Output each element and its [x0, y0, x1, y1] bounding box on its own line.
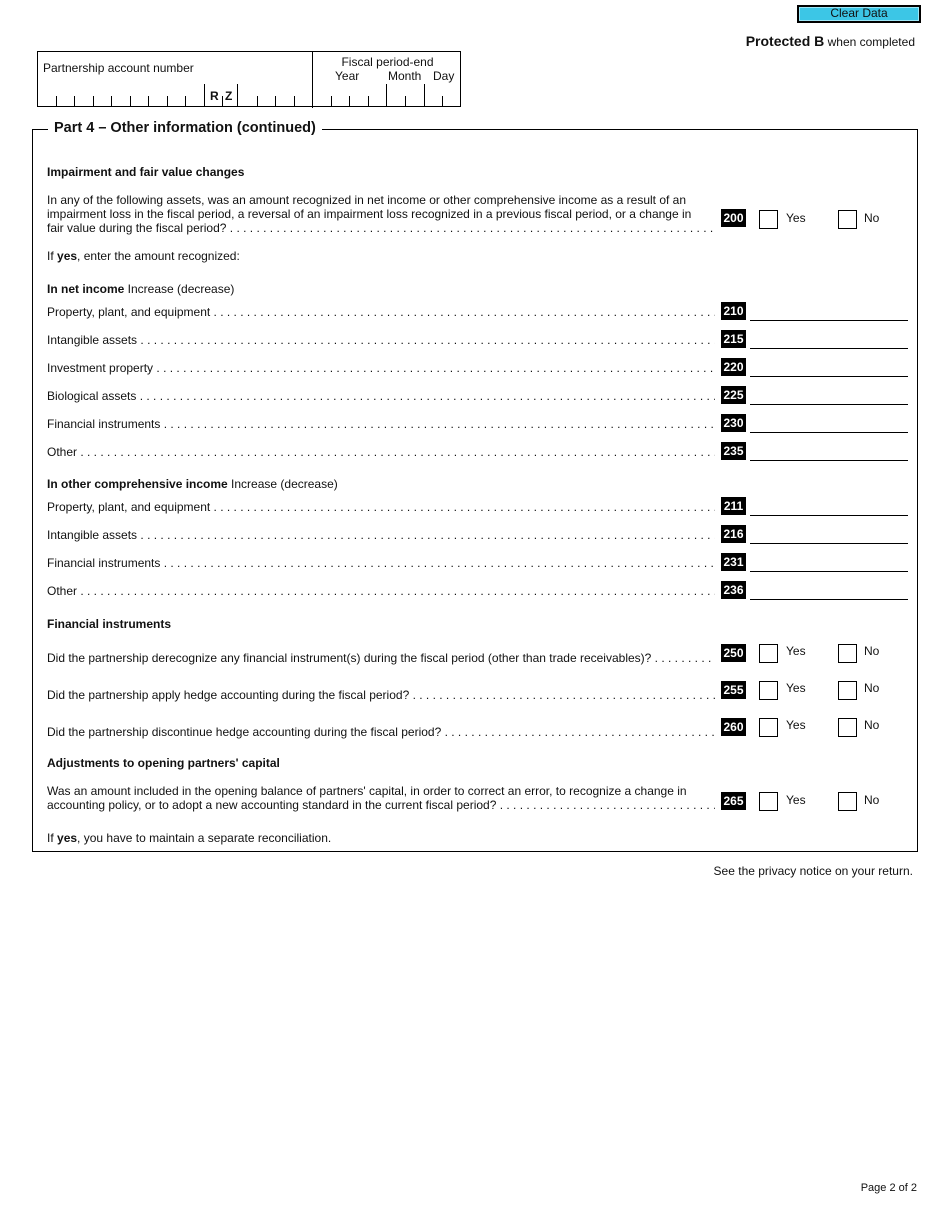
q265-line-2-text: accounting policy, or to adopt a new accounting standard in the current fiscal period?	[47, 798, 497, 812]
net-income-heading	[47, 282, 234, 296]
question-text: Did the partnership derecognize any financial instrument(s) during the fiscal period (other than trade receivables)?	[47, 651, 652, 665]
q265-no-checkbox[interactable]	[838, 792, 857, 811]
account-digit-tick[interactable]	[148, 96, 149, 106]
q265-line-1: Was an amount included in the opening balance of partners' capital, in order to correct an error, to recognize a change in	[47, 784, 687, 798]
amount-input-230[interactable]	[750, 432, 908, 433]
part-4-title: Part 4 – Other information (continued)	[48, 120, 322, 136]
amount-row-label	[47, 445, 715, 459]
question-label	[47, 651, 715, 665]
account-digit-tick[interactable]	[93, 96, 94, 106]
reconciliation-prefix: If	[47, 831, 58, 845]
fiscal-period-end-label: Fiscal period-end	[341, 55, 434, 69]
q255-yes-label: Yes	[786, 681, 806, 695]
fiscal-digit-tick[interactable]	[424, 84, 425, 106]
fiscal-digit-tick[interactable]	[442, 96, 443, 106]
line-code-255: 255	[721, 681, 746, 699]
reconciliation-bold: yes	[57, 831, 78, 845]
account-digit-tick[interactable]	[111, 96, 112, 106]
fiscal-day-label: Day	[433, 69, 455, 83]
amount-input-215[interactable]	[750, 348, 908, 349]
q260-no-label: No	[864, 718, 880, 732]
if-yes-prefix: If	[47, 249, 58, 263]
financial-instruments-heading: Financial instruments	[47, 617, 172, 631]
account-digit-tick	[222, 96, 223, 106]
line-code-211: 211	[721, 497, 746, 515]
account-digit-tick[interactable]	[56, 96, 57, 106]
amount-input-220[interactable]	[750, 376, 908, 377]
account-number-label: Partnership account number	[43, 61, 194, 75]
amount-row-label	[47, 333, 715, 347]
clear-data-button[interactable]: Clear Data	[797, 5, 921, 23]
account-digit-tick[interactable]	[204, 84, 205, 106]
q260-no-checkbox[interactable]	[838, 718, 857, 737]
account-digit-tick[interactable]	[275, 96, 276, 106]
account-z-letter: Z	[225, 89, 233, 103]
line-code-231: 231	[721, 553, 746, 571]
reconciliation-suffix: , you have to maintain a separate reconciliation.	[77, 831, 332, 845]
amount-row-label	[47, 389, 715, 403]
if-yes-bold: yes	[57, 249, 78, 263]
privacy-notice: See the privacy notice on your return.	[713, 864, 913, 878]
q265-line-2	[47, 798, 715, 812]
line-code-230: 230	[721, 414, 746, 432]
account-digit-tick	[237, 84, 238, 106]
account-digit-tick[interactable]	[130, 96, 131, 106]
amount-row-text: Property, plant, and equipment	[47, 305, 211, 319]
amount-row-text: Property, plant, and equipment	[47, 500, 211, 514]
amount-row-label	[47, 528, 715, 542]
amount-row-text: Financial instruments	[47, 417, 161, 431]
fiscal-digit-tick[interactable]	[349, 96, 350, 106]
account-digit-tick[interactable]	[257, 96, 258, 106]
fiscal-digit-tick[interactable]	[368, 96, 369, 106]
line-code-216: 216	[721, 525, 746, 543]
q200-yes-label: Yes	[786, 211, 806, 225]
q265-yes-label: Yes	[786, 793, 806, 807]
fiscal-digit-tick[interactable]	[386, 84, 387, 106]
oci-suffix: Increase (decrease)	[227, 477, 338, 491]
amount-input-235[interactable]	[750, 460, 908, 461]
q260-yes-checkbox[interactable]	[759, 718, 778, 737]
line-code-236: 236	[721, 581, 746, 599]
q200-no-checkbox[interactable]	[838, 210, 857, 229]
oci-heading	[47, 477, 338, 491]
q200-line-2: impairment loss in the fiscal period, a reversal of an impairment loss recognized in a previous fiscal period, or a change in	[47, 207, 692, 221]
line-code-235: 235	[721, 442, 746, 460]
amount-row-label	[47, 361, 715, 375]
fiscal-year-label: Year	[335, 69, 360, 83]
q265-yes-checkbox[interactable]	[759, 792, 778, 811]
q255-no-label: No	[864, 681, 880, 695]
amount-row-text: Intangible assets	[47, 333, 138, 347]
amount-row-label	[47, 305, 715, 319]
question-label	[47, 688, 715, 702]
amount-input-236[interactable]	[750, 599, 908, 600]
adjustments-heading: Adjustments to opening partners' capital	[47, 756, 280, 770]
amount-input-216[interactable]	[750, 543, 908, 544]
line-code-250: 250	[721, 644, 746, 662]
q200-line-3	[47, 221, 715, 235]
q250-yes-checkbox[interactable]	[759, 644, 778, 663]
fiscal-month-label: Month	[388, 69, 422, 83]
account-digit-tick[interactable]	[185, 96, 186, 106]
amount-row-label	[47, 584, 715, 598]
q200-line-1: In any of the following assets, was an amount recognized in net income or other comprehensive income as a result of an	[47, 193, 687, 207]
q250-yes-label: Yes	[786, 644, 806, 658]
amount-row-text: Intangible assets	[47, 528, 138, 542]
if-yes-instruction	[47, 249, 240, 263]
amount-row-text: Financial instruments	[47, 556, 161, 570]
line-code-210: 210	[721, 302, 746, 320]
amount-input-210[interactable]	[750, 320, 908, 321]
line-code-215: 215	[721, 330, 746, 348]
amount-row-text: Biological assets	[47, 389, 137, 403]
q255-no-checkbox[interactable]	[838, 681, 857, 700]
q200-line-3-text: fair value during the fiscal period?	[47, 221, 227, 235]
line-code-220: 220	[721, 358, 746, 376]
amount-input-211[interactable]	[750, 515, 908, 516]
fiscal-digit-tick[interactable]	[331, 96, 332, 106]
amount-input-231[interactable]	[750, 571, 908, 572]
protected-b-label: Protected B	[745, 33, 825, 49]
line-code-225: 225	[721, 386, 746, 404]
question-text: Did the partnership discontinue hedge accounting during the fiscal period?	[47, 725, 442, 739]
account-digit-tick[interactable]	[74, 96, 75, 106]
question-label	[47, 725, 715, 739]
q260-yes-label: Yes	[786, 718, 806, 732]
protected-b-suffix: when completed	[824, 35, 915, 49]
amount-row-text: Other	[47, 584, 78, 598]
if-yes-suffix: , enter the amount recognized:	[77, 249, 240, 263]
amount-input-225[interactable]	[750, 404, 908, 405]
impairment-heading: Impairment and fair value changes	[47, 165, 245, 179]
q250-no-checkbox[interactable]	[838, 644, 857, 663]
net-income-bold: In net income	[47, 282, 125, 296]
q255-yes-checkbox[interactable]	[759, 681, 778, 700]
account-r-letter: R	[210, 89, 219, 103]
net-income-suffix: Increase (decrease)	[124, 282, 235, 296]
oci-bold: In other comprehensive income	[47, 477, 228, 491]
q200-no-label: No	[864, 211, 880, 225]
q200-yes-checkbox[interactable]	[759, 210, 778, 229]
line-code-200: 200	[721, 209, 746, 227]
account-digit-tick[interactable]	[294, 96, 295, 106]
amount-row-label	[47, 417, 715, 431]
line-code-265: 265	[721, 792, 746, 810]
page-number: Page 2 of 2	[860, 1182, 917, 1194]
q250-no-label: No	[864, 644, 880, 658]
amount-row-text: Investment property	[47, 361, 154, 375]
amount-row-label	[47, 500, 715, 514]
account-number-box	[37, 51, 461, 107]
question-text: Did the partnership apply hedge accounting during the fiscal period?	[47, 688, 410, 702]
protected-b-notice	[746, 33, 915, 49]
amount-row-text: Other	[47, 445, 78, 459]
fiscal-digit-tick[interactable]	[405, 96, 406, 106]
reconciliation-note	[47, 831, 331, 845]
line-code-260: 260	[721, 718, 746, 736]
q265-no-label: No	[864, 793, 880, 807]
account-digit-tick[interactable]	[167, 96, 168, 106]
amount-row-label	[47, 556, 715, 570]
